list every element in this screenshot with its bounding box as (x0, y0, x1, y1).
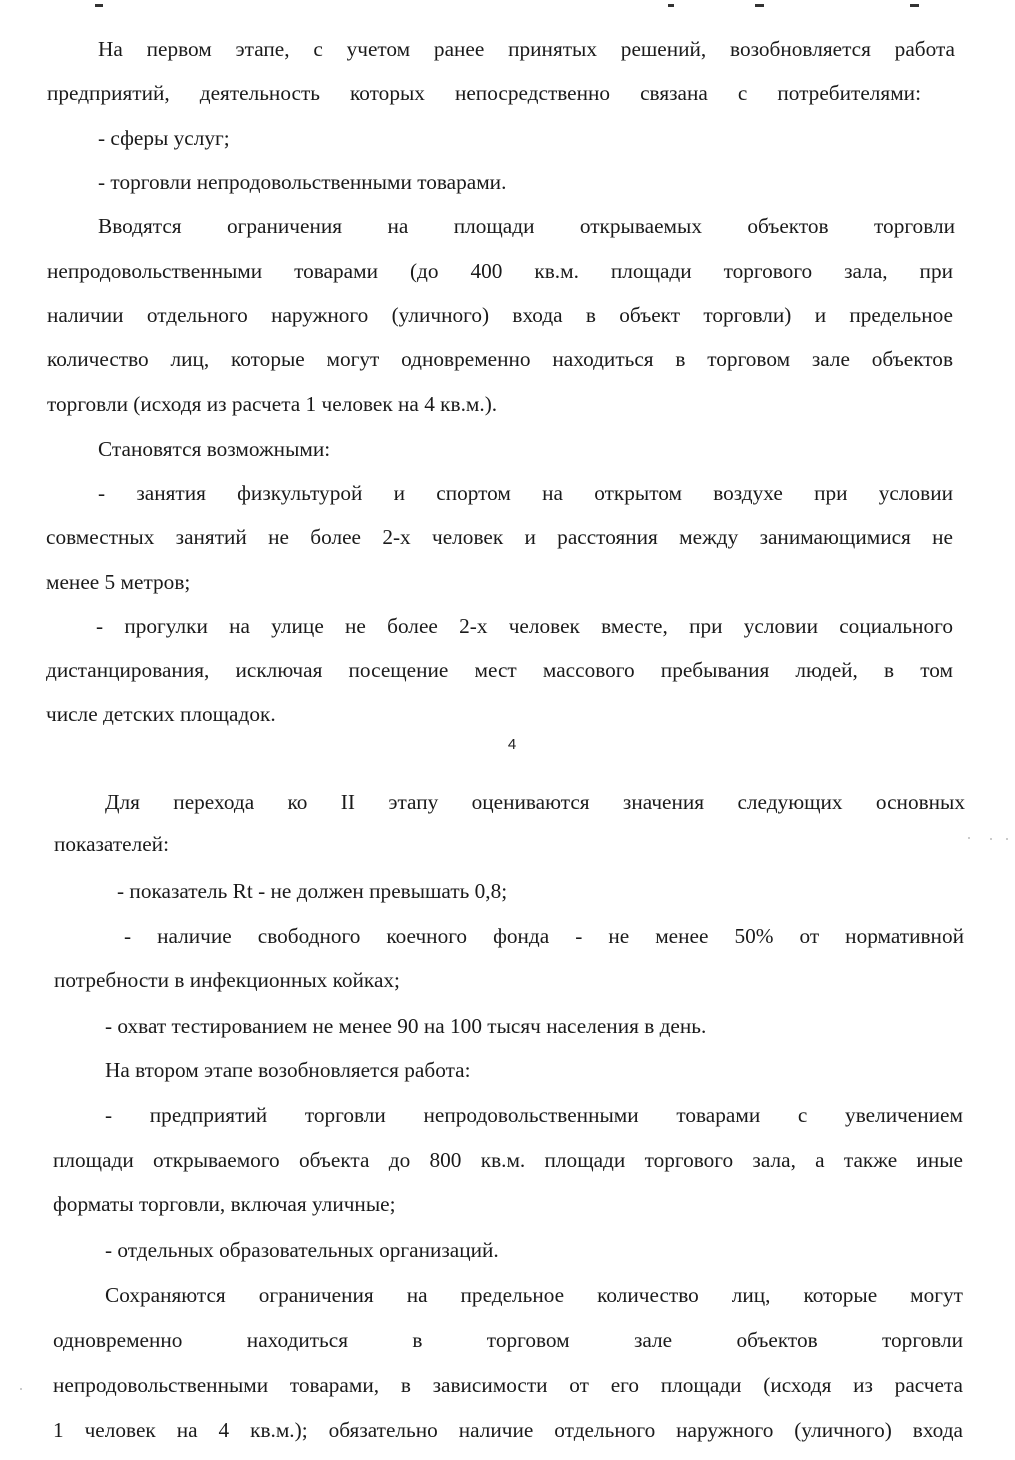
text-line: числе детских площадок. (46, 702, 276, 726)
scan-speck (1006, 838, 1008, 840)
text-line: Вводятся ограничения на площади открываемых объектов торговли (98, 214, 955, 238)
text-line: форматы торговли, включая уличные; (53, 1192, 396, 1216)
text-line: Становятся возможными: (98, 437, 331, 461)
text-line: На втором этапе возобновляется работа: (105, 1058, 471, 1082)
page-number: 4 (507, 736, 517, 753)
list-item: - торговли непродовольственными товарами. (98, 170, 507, 194)
text-line: непродовольственными товарами (до 400 кв.м. площади торгового зала, при (47, 259, 953, 283)
text-line: 1 человек на 4 кв.м.); обязательно наличие отдельного наружного (уличного) входа (53, 1418, 963, 1442)
text-line: потребности в инфекционных койках; (54, 968, 400, 992)
scan-speck (990, 838, 992, 840)
text-line: площади открываемого объекта до 800 кв.м. площади торгового зала, а также иные (53, 1148, 963, 1172)
text-line: Сохраняются ограничения на предельное количество лиц, которые могут (105, 1283, 963, 1307)
document-page-2 (0, 760, 1015, 1460)
list-item: - наличие свободного коечного фонда - не менее 50% от нормативной (124, 924, 964, 948)
scan-speck (968, 837, 970, 839)
list-item: - занятия физкультурой и спортом на открытом воздухе при условии (98, 481, 953, 505)
text-line: совместных занятий не более 2-х человек и расстояния между занимающимися не (46, 525, 953, 549)
list-item: - сферы услуг; (98, 126, 230, 150)
text-line: менее 5 метров; (46, 570, 191, 594)
text-line: количество лиц, которые могут одновременно находиться в торговом зале объектов (47, 347, 953, 371)
text-line: Для перехода ко II этапу оцениваются значения следующих основных (105, 790, 965, 814)
text-line: На первом этапе, с учетом ранее принятых решений, возобновляется работа (98, 37, 955, 61)
list-item: - показатель Rt - не должен превышать 0,8; (117, 879, 508, 903)
text-line: непродовольственными товарами, в зависимости от его площади (исходя из расчета (53, 1373, 963, 1397)
list-item: - охват тестированием не менее 90 на 100 тысяч населения в день. (105, 1014, 707, 1038)
list-item: - отдельных образовательных организаций. (105, 1238, 499, 1262)
text-line: наличии отдельного наружного (уличного) входа в объект торговли) и предельное (47, 303, 953, 327)
scan-speck (20, 1388, 22, 1390)
list-item: - прогулки на улице не более 2-х человек вместе, при условии социального (96, 614, 953, 638)
text-line: торговли (исходя из расчета 1 человек на 4 кв.м.). (47, 392, 498, 416)
text-line: предприятий, деятельность которых непосредственно связана с потребителями: (47, 81, 921, 105)
list-item: - предприятий торговли непродовольственными товарами с увеличением (105, 1103, 963, 1127)
text-line: показателей: (54, 832, 169, 856)
text-line: одновременно находиться в торговом зале объектов торговли (53, 1328, 963, 1352)
text-line: дистанцирования, исключая посещение мест массового пребывания людей, в том (46, 658, 953, 682)
